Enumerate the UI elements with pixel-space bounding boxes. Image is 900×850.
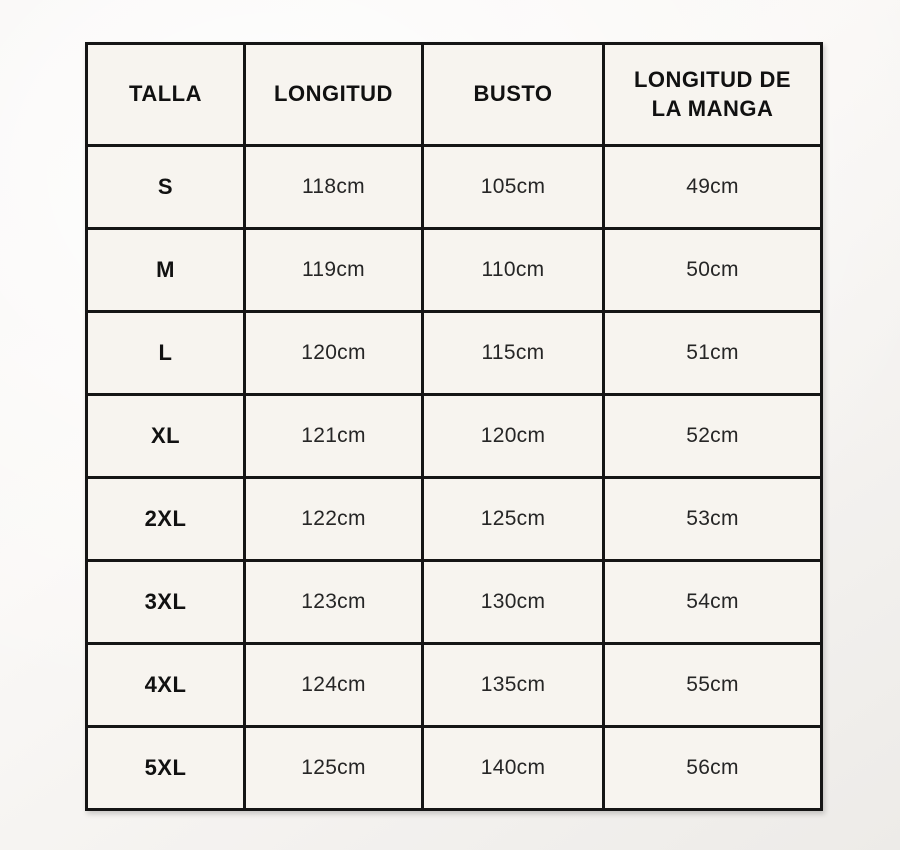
manga-value: 49cm — [604, 146, 822, 229]
longitud-value: 125cm — [245, 727, 423, 810]
size-label: L — [87, 312, 245, 395]
table-row-xl — [87, 395, 822, 478]
header-longitud-manga: LONGITUD DE LA MANGA — [604, 44, 822, 146]
longitud-value: 118cm — [245, 146, 423, 229]
longitud-value: 123cm — [245, 561, 423, 644]
size-label: 5XL — [87, 727, 245, 810]
manga-value: 53cm — [604, 478, 822, 561]
size-label: 2XL — [87, 478, 245, 561]
longitud-value: 124cm — [245, 644, 423, 727]
table-row-5xl — [87, 727, 822, 810]
header-row — [87, 44, 822, 146]
longitud-value: 120cm — [245, 312, 423, 395]
size-label: 4XL — [87, 644, 245, 727]
busto-value: 105cm — [423, 146, 604, 229]
table-row-3xl — [87, 561, 822, 644]
busto-value: 115cm — [423, 312, 604, 395]
table-row-s — [87, 146, 822, 229]
table-row-m — [87, 229, 822, 312]
header-talla: TALLA — [87, 44, 245, 146]
size-label: 3XL — [87, 561, 245, 644]
manga-value: 50cm — [604, 229, 822, 312]
manga-value: 55cm — [604, 644, 822, 727]
table-row-l — [87, 312, 822, 395]
longitud-value: 122cm — [245, 478, 423, 561]
manga-value: 51cm — [604, 312, 822, 395]
manga-value: 52cm — [604, 395, 822, 478]
longitud-value: 121cm — [245, 395, 423, 478]
table-row-2xl — [87, 478, 822, 561]
manga-value: 54cm — [604, 561, 822, 644]
size-label: XL — [87, 395, 245, 478]
busto-value: 135cm — [423, 644, 604, 727]
header-busto: BUSTO — [423, 44, 604, 146]
manga-value: 56cm — [604, 727, 822, 810]
busto-value: 140cm — [423, 727, 604, 810]
busto-value: 125cm — [423, 478, 604, 561]
size-label: M — [87, 229, 245, 312]
header-longitud: LONGITUD — [245, 44, 423, 146]
size-label: S — [87, 146, 245, 229]
size-chart-table — [85, 42, 823, 811]
table-row-4xl — [87, 644, 822, 727]
longitud-value: 119cm — [245, 229, 423, 312]
busto-value: 110cm — [423, 229, 604, 312]
busto-value: 130cm — [423, 561, 604, 644]
busto-value: 120cm — [423, 395, 604, 478]
